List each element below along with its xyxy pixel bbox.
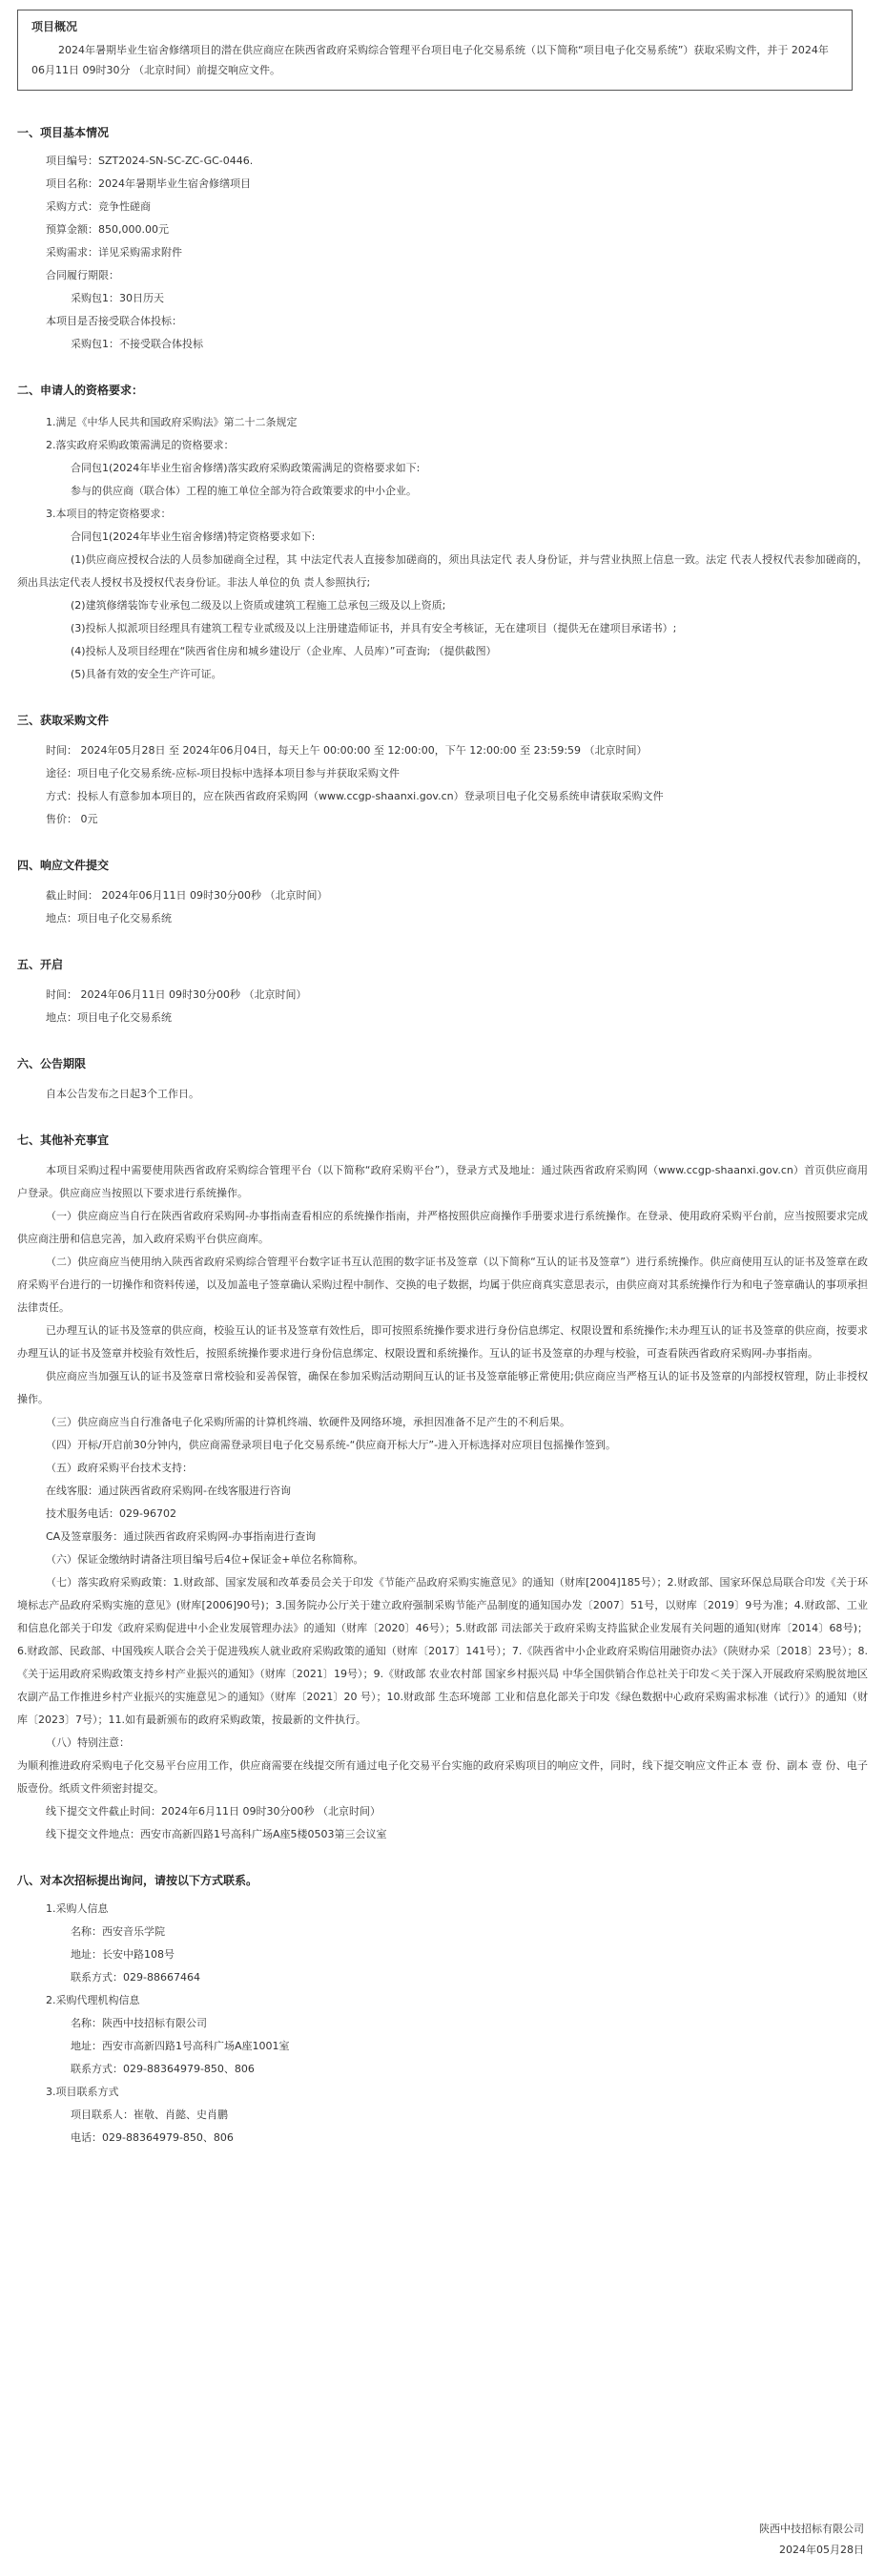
section-title: 三、获取采购文件 bbox=[17, 714, 110, 727]
requirement-2: 2.落实政府采购政策需满足的资格要求： bbox=[46, 439, 235, 451]
other-paragraph-6: （四）开标/开启前30分钟内，供应商需登录项目电子化交易系统-“供应商开标大厅”-进入开标选择对应项目包摇操作签到。 bbox=[46, 1439, 617, 1451]
project-number: 项目编号：SZT2024-SN-SC-ZC-GC-0446. bbox=[46, 155, 254, 167]
buyer-name: 名称：西安音乐学院 bbox=[71, 1925, 165, 1938]
project-contact-person: 项目联系人：崔敬、肖懿、史肖鹏 bbox=[71, 2109, 228, 2121]
project-contact-phone: 电话：029-88364979-850、806 bbox=[71, 2131, 234, 2144]
section-contact bbox=[17, 1871, 868, 2150]
requirement-3-5: (5)具备有效的安全生产许可证。 bbox=[71, 668, 222, 680]
requirement-2a: 合同包1(2024年毕业生宿舍修缮)落实政府采购政策需满足的资格要求如下: bbox=[71, 462, 421, 474]
other-paragraph-8: （六）保证金缴纳时请备注项目编号后4位+保证金+单位名称简称。 bbox=[46, 1553, 364, 1566]
consortium-value: 采购包1：不接受联合体投标 bbox=[71, 338, 203, 350]
section-title: 七、其他补充事宜 bbox=[17, 1133, 110, 1147]
other-paragraph-10: （八）特别注意： bbox=[46, 1736, 130, 1749]
section-submission bbox=[17, 856, 868, 930]
project-name: 项目名称：2024年暑期毕业生宿舍修缮项目 bbox=[46, 177, 251, 190]
requirement-1: 1.满足《中华人民共和国政府采购法》第二十二条规定 bbox=[46, 416, 298, 428]
footer-date: 2024年05月28日 bbox=[779, 2544, 864, 2556]
section-title: 一、项目基本情况 bbox=[17, 126, 110, 139]
requirement-3-2: (2)建筑修缮装饰专业承包二级及以上资质或建筑工程施工总承包三级及以上资质; bbox=[71, 599, 446, 612]
opening-place: 地点：项目电子化交易系统 bbox=[46, 1011, 172, 1024]
footer-company: 陕西中技招标有限公司 bbox=[759, 2523, 864, 2535]
agency-name: 名称：陕西中技招标有限公司 bbox=[71, 2017, 207, 2029]
special-note-text: 为顺利推进政府采购电子化交易平台应用工作，供应商需要在线提交所有通过电子化交易平台实施的政府采购项目的响应文件，同时，线下提交响应文件正本 壹 份、副本 壹 份、电子版壹份。纸质文件须密封提交。 bbox=[17, 1759, 868, 1795]
offline-place: 线下提交文件地点：西安市高新四路1号高科广场A座5楼0503第三会议室 bbox=[46, 1828, 387, 1840]
announcement-period-text: 自本公告发布之日起3个工作日。 bbox=[46, 1088, 199, 1100]
procurement-method: 采购方式：竞争性磋商 bbox=[46, 200, 151, 213]
tech-service-phone: 技术服务电话：029-96702 bbox=[46, 1507, 176, 1520]
other-paragraph-9: （七）落实政府采购政策：1.财政部、国家发展和改革委员会关于印发《节能产品政府采购实施意见》的通知（财库[2004]185号）；2.财政部、国家环保总局联合印发《关于环境标志产品政府采购实施的意见》(财库[2006]90号)；3.国务院办公厅关于建立政府强制采购节能产品制度的通知国办发〔2007〕51号，以财库〔2019〕9号为准；4.财政部、工业和信息化部关于印发《政府采购促进中小企业发展管理办法》的通知（财库〔2020〕46号）；5.财政部 司法部关于政府采购支持监狱企业发展有关问题的通知(财库〔2014〕68号)；6.财政部、民政部、中国残疾人联合会关于促进残疾人就业政府采购政策的通知（财库〔2017〕141号）；7.《陕西省中小企业政府采购信用融资办法》（陕财办采〔2018〕23号）；8.《关于运用政府采购政策支持乡村产业振兴的通知》（财库〔2021〕19号）；9.《财政部 农业农村部 国家乡村振兴局 中华全国供销合作总社关于印发＜关于深入开展政府采购脱贫地区农副产品工作推进乡村产业振兴的实施意见＞的通知》（财库〔2021〕20 号）；10.财政部 生态环境部 工业和信息化部关于印发《绿色数据中心政府采购需求标准（试行）》的通知（财库〔2023〕7号）；11.如有最新颁布的政府采购政策，按最新的文件执行。 bbox=[17, 1576, 868, 1726]
section-opening bbox=[17, 955, 868, 1029]
requirement-2b: 参与的供应商（联合体）工程的施工单位全部为符合政策要求的中小企业。 bbox=[71, 485, 417, 497]
requirement-3-4: (4)投标人及项目经理在“陕西省住房和城乡建设厅（企业库、人员库）”可查询; （提供截图） bbox=[71, 645, 497, 657]
agency-info-heading: 2.采购代理机构信息 bbox=[46, 1994, 140, 2006]
procurement-demand: 采购需求：详见采购需求附件 bbox=[46, 246, 182, 259]
offline-deadline: 线下提交文件截止时间：2024年6月11日 09时30分00秒 （北京时间） bbox=[46, 1805, 381, 1818]
section-get-documents bbox=[17, 711, 868, 831]
requirement-3-1: (1)供应商应授权合法的人员参加磋商全过程，其 中法定代表人直接参加磋商的，须出具法定代 表人身份证，并与营业执照上信息一致。法定 代表人授权代表参加磋商的，须出具法定代表人授权书及授权代表身份证。非法人单位的负 责人参照执行; bbox=[17, 553, 868, 589]
overview-text: 2024年暑期毕业生宿舍修缮项目的潜在供应商应在陕西省政府采购综合管理平台项目电子化交易系统（以下简称“项目电子化交易系统”）获取采购文件，并于 2024年06月11日 09时30分 （北京时间）前提交响应文件。 bbox=[31, 44, 829, 76]
overview-title: 项目概况 bbox=[31, 20, 78, 33]
budget-amount: 预算金额：850,000.00元 bbox=[46, 223, 169, 236]
buyer-info-heading: 1.采购人信息 bbox=[46, 1902, 109, 1915]
section-title: 四、响应文件提交 bbox=[17, 859, 110, 872]
get-route: 途径：项目电子化交易系统-应标-项目投标中选择本项目参与并获取采购文件 bbox=[46, 767, 400, 779]
get-time: 时间： 2024年05月28日 至 2024年06月04日，每天上午 00:00:00 至 12:00:00，下午 12:00:00 至 23:59:59 （北京时间） bbox=[46, 744, 648, 757]
agency-address: 地址：西安市高新四路1号高科广场A座1001室 bbox=[71, 2040, 290, 2052]
other-paragraph-1: （一）供应商应当自行在陕西省政府采购网-办事指南查看相应的系统操作指南，并严格按照供应商操作手册要求进行系统操作。在登录、使用政府采购平台前，应当按照要求完成供应商注册和信息完善，加入政府采购平台供应商库。 bbox=[17, 1210, 868, 1245]
other-paragraph-0: 本项目采购过程中需要使用陕西省政府采购综合管理平台（以下简称“政府采购平台”），登录方式及地址：通过陕西省政府采购网（www.ccgp-shaanxi.gov.cn）首页供应商用户登录。供应商应当按照以下要求进行系统操作。 bbox=[17, 1164, 868, 1199]
other-paragraph-7: （五）政府采购平台技术支持： bbox=[46, 1462, 193, 1474]
requirement-3a: 合同包1(2024年毕业生宿舍修缮)特定资格要求如下: bbox=[71, 530, 316, 543]
contract-term-value: 采购包1：30日历天 bbox=[71, 292, 164, 304]
requirement-3: 3.本项目的特定资格要求： bbox=[46, 508, 172, 520]
section-qualification bbox=[17, 381, 868, 686]
announcement-page bbox=[17, 10, 868, 2150]
section-announcement-period bbox=[17, 1054, 868, 1106]
agency-phone: 联系方式：029-88364979-850、806 bbox=[71, 2063, 255, 2075]
requirement-3-3: (3)投标人拟派项目经理具有建筑工程专业贰级及以上注册建造师证书，并具有安全考核证，无在建项目（提供无在建项目承诺书）; bbox=[71, 622, 677, 634]
other-paragraph-2: （二）供应商应当使用纳入陕西省政府采购综合管理平台数字证书互认范围的数字证书及签章（以下简称“互认的证书及签章”）进行系统操作。供应商使用互认的证书及签章在政府采购平台进行的一切操作和资料传递，以及加盖电子签章确认采购过程中制作、交换的电子数据，均属于供应商真实意思表示，由供应商对其系统操作行为和电子签章确认的事项承担法律责任。 bbox=[17, 1256, 868, 1314]
submission-place: 地点：项目电子化交易系统 bbox=[46, 912, 172, 924]
section-title: 八、对本次招标提出询问，请按以下方式联系。 bbox=[17, 1874, 258, 1887]
get-way: 方式：投标人有意参加本项目的，应在陕西省政府采购网（www.ccgp-shaanxi.gov.cn）登录项目电子化交易系统申请获取采购文件 bbox=[46, 790, 664, 802]
project-contact-heading: 3.项目联系方式 bbox=[46, 2086, 119, 2098]
section-other-matters bbox=[17, 1131, 868, 1846]
opening-time: 时间： 2024年06月11日 09时30分00秒 （北京时间） bbox=[46, 988, 307, 1001]
get-price: 售价： 0元 bbox=[46, 813, 98, 825]
consortium-label: 本项目是否接受联合体投标： bbox=[46, 315, 182, 327]
buyer-address: 地址：长安中路108号 bbox=[71, 1948, 175, 1961]
buyer-phone: 联系方式：029-88667464 bbox=[71, 1971, 200, 1984]
section-title: 五、开启 bbox=[17, 958, 64, 971]
project-overview-box bbox=[17, 10, 853, 91]
online-service: 在线客服：通过陕西省政府采购网-在线客服进行咨询 bbox=[46, 1485, 291, 1497]
section-basic-info bbox=[17, 123, 868, 356]
ca-service: CA及签章服务：通过陕西省政府采购网-办事指南进行查询 bbox=[46, 1530, 317, 1543]
other-paragraph-4: 供应商应当加强互认的证书及签章日常校验和妥善保管，确保在参加采购活动期间互认的证书及签章能够正常使用;供应商应当严格互认的证书及签章的内部授权管理，防止非授权操作。 bbox=[17, 1370, 868, 1405]
section-title: 二、申请人的资格要求： bbox=[17, 384, 144, 397]
other-paragraph-3: 已办理互认的证书及签章的供应商，校验互认的证书及签章有效性后，即可按照系统操作要求进行身份信息绑定、权限设置和系统操作;未办理互认的证书及签章的供应商，按要求办理互认的证书及签章并校验有效性后，按照系统操作要求进行身份信息绑定、权限设置和系统操作。互认的证书及签章的办理与校验，可查看陕西省政府采购网-办事指南。 bbox=[17, 1324, 868, 1360]
footer-signature bbox=[759, 2519, 864, 2561]
other-paragraph-5: （三）供应商应当自行准备电子化采购所需的计算机终端、软硬件及网络环境，承担因准备不足产生的不利后果。 bbox=[46, 1416, 570, 1428]
contract-term-label: 合同履行期限： bbox=[46, 269, 119, 281]
submission-deadline: 截止时间： 2024年06月11日 09时30分00秒 （北京时间） bbox=[46, 889, 328, 902]
section-title: 六、公告期限 bbox=[17, 1057, 87, 1070]
